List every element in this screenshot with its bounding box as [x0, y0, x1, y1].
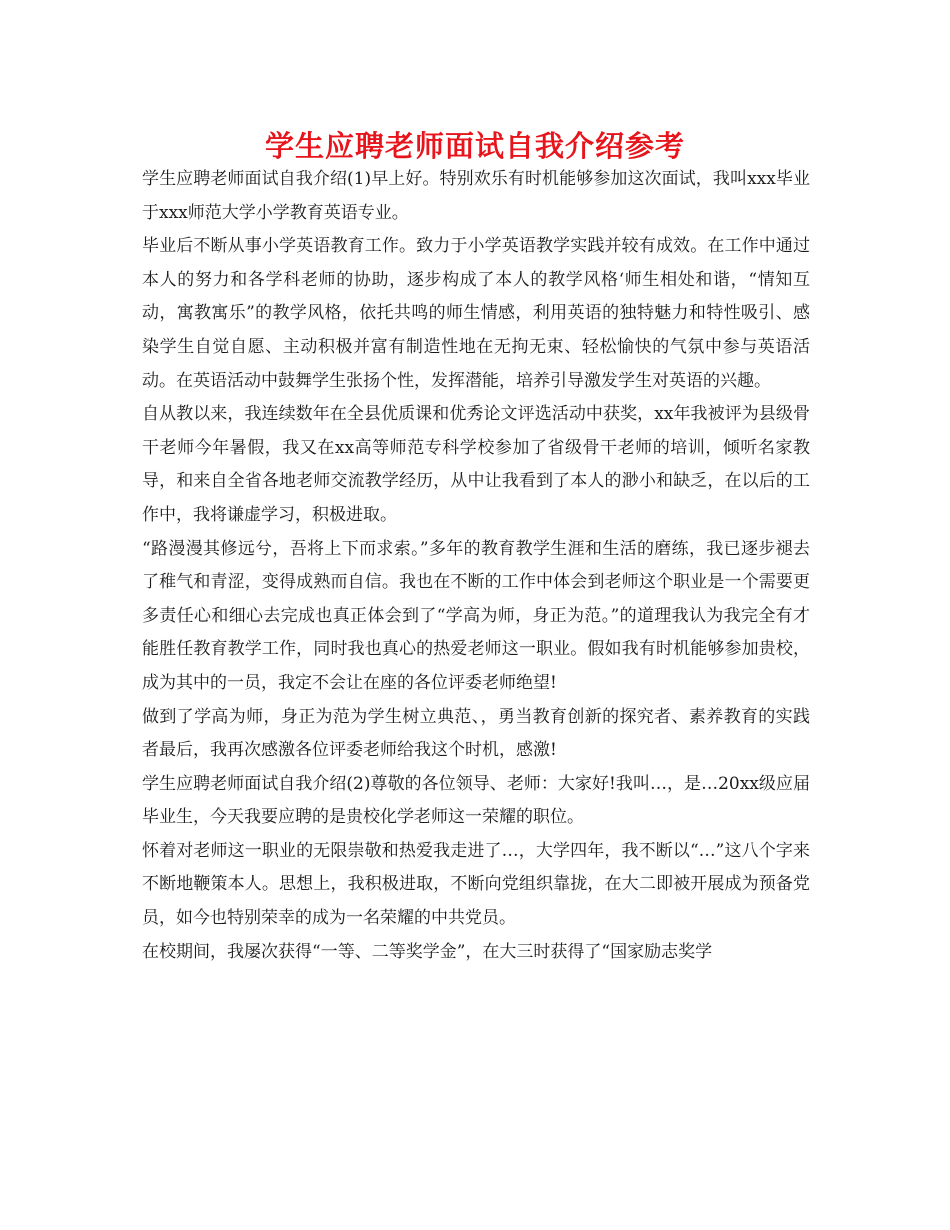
paragraph: 学生应聘老师面试自我介绍(2)尊敬的各位领导、老师：大家好!我叫…，是…20xx级应届毕业生，今天我要应聘的是贵校化学老师这一荣耀的职位。	[142, 773, 810, 828]
paragraph: “路漫漫其修远兮，吾将上下而求索。”多年的教育教学生涯和生活的磨练，我已逐步褪去了稚气和青涩，变得成熟而自信。我也在不断的工作中体会到老师这个职业是一个需要更多责任心和细心去完成也真正体会到了“学高为师，身正为范。”的道理我认为我完全有才能胜任教育教学工作，同时我也真心的热爱老师这一职业。假如我有时机能够参加贵校，成为其中的一员，我定不会让在座的各位评委老师绝望!	[142, 538, 810, 693]
paragraph: 在校期间，我屡次获得“一等、二等奖学金”，在大三时获得了“国家励志奖学	[142, 941, 713, 962]
paragraph: 怀着对老师这一职业的无限崇敬和热爱我走进了…，大学四年，我不断以“…”这八个字来不断地鞭策本人。思想上，我积极进取，不断向党组织靠拢，在大二即被开展成为预备党员，如今也特别荣幸的成为一名荣耀的中共党员。	[142, 840, 810, 929]
document-body	[142, 163, 810, 969]
paragraph: 自从教以来，我连续数年在全县优质课和优秀论文评选活动中获奖，xx年我被评为县级骨干老师今年暑假，我又在xx高等师范专科学校参加了省级骨干老师的培训，倾听名家教导，和来自全省各地老师交流教学经历，从中让我看到了本人的渺小和缺乏，在以后的工作中，我将谦虚学习，积极进取。	[142, 404, 810, 525]
document-title: 学生应聘老师面试自我介绍参考	[264, 129, 685, 163]
paragraph: 做到了学高为师，身正为范为学生树立典范、，勇当教育创新的探究者、素养教育的实践者最后，我再次感激各位评委老师给我这个时机，感激!	[142, 706, 810, 761]
paragraph: 学生应聘老师面试自我介绍(1)早上好。特别欢乐有时机能够参加这次面试，我叫xxx毕业于xxx师范大学小学教育英语专业。	[142, 169, 810, 223]
paragraph: 毕业后不断从事小学英语教育工作。致力于小学英语教学实践并较有成效。在工作中通过本人的努力和各学科老师的协助，逐步构成了本人的教学风格‘师生相处和谐，“情知互动，寓教寓乐”的教学风格，依托共鸣的师生情感，利用英语的独特魅力和特性吸引、感染学生自觉自愿、主动积极并富有制造性地在无拘无束、轻松愉快的气氛中参与英语活动。在英语活动中鼓舞学生张扬个性，发挥潜能，培养引导激发学生对英语的兴趣。	[142, 236, 810, 391]
